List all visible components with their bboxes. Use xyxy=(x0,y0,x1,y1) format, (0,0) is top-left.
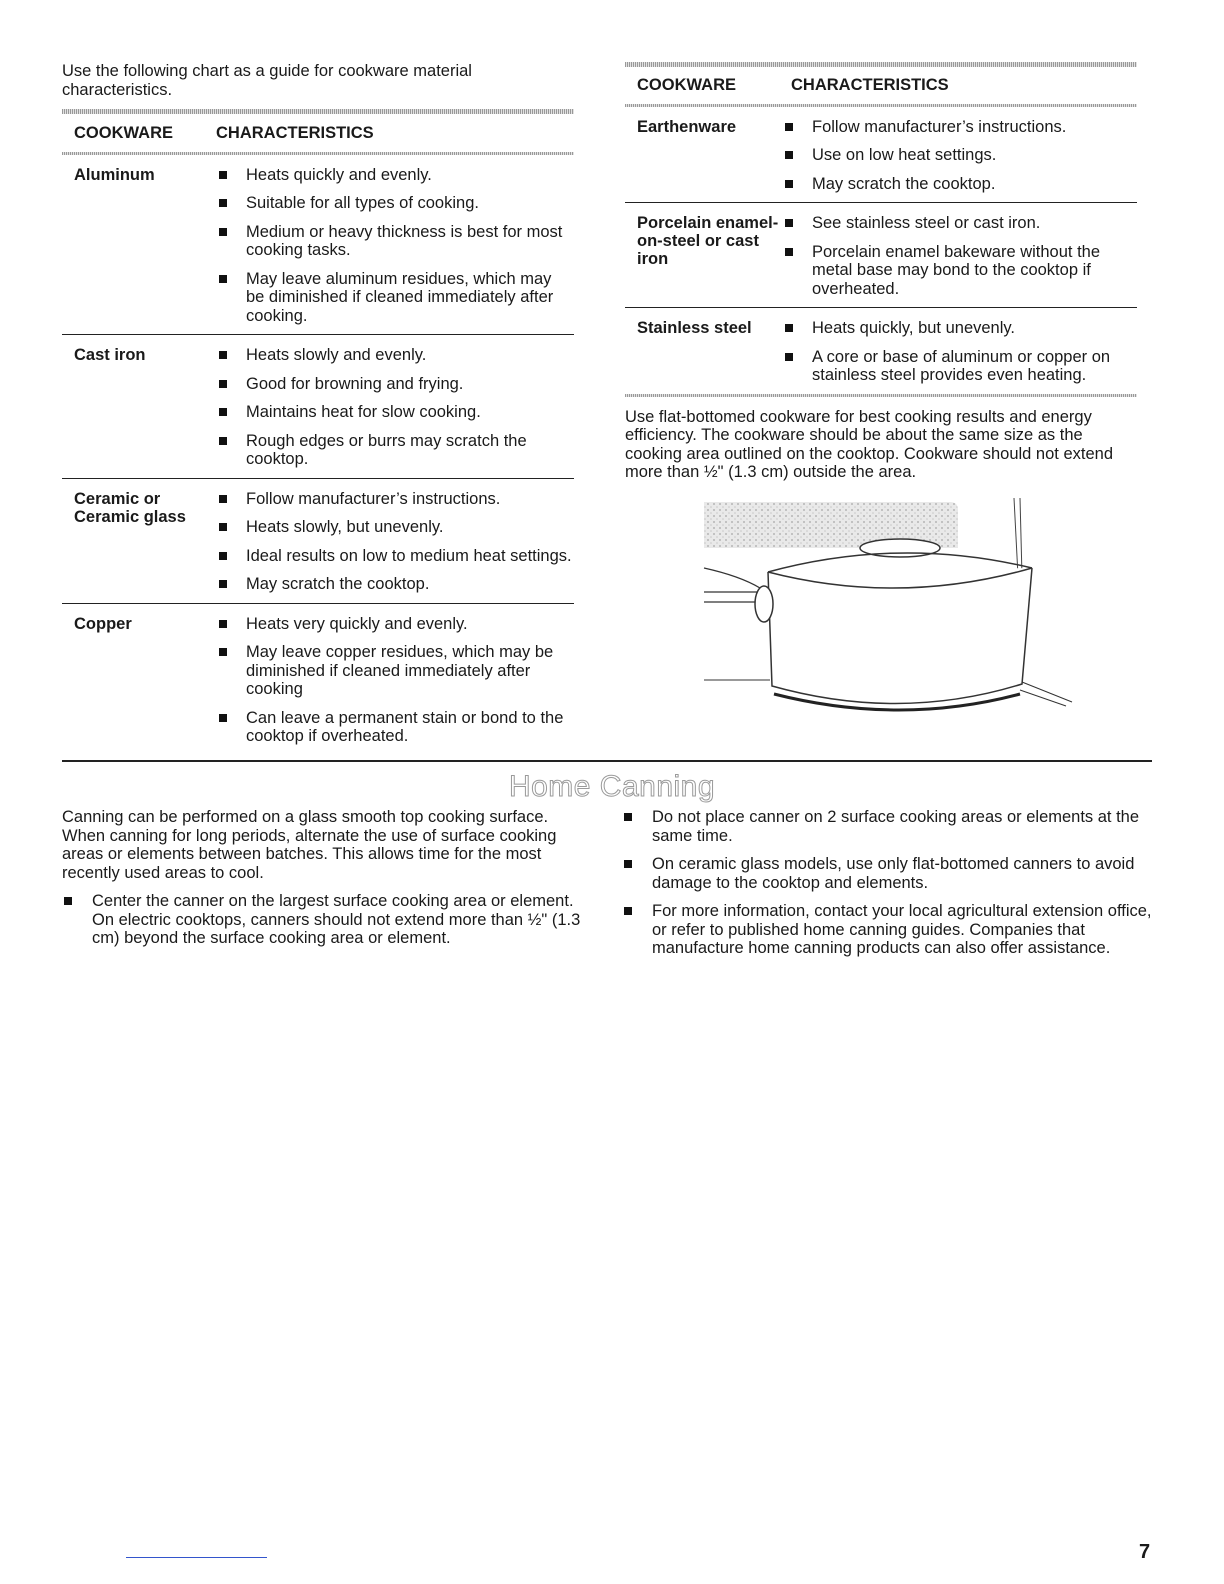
section-divider xyxy=(62,760,1152,762)
canning-bullet: Center the canner on the largest surface cooking area or element. On electric cooktops, canners should not extend more than ½" (1.3 cm) beyond the surface cooking area or element. xyxy=(62,892,592,948)
header-cookware: COOKWARE xyxy=(74,124,173,142)
cookware-name: Aluminum xyxy=(74,165,155,184)
characteristic: Follow manufacturer’s instructions. xyxy=(782,118,1137,137)
pot-on-cooktop-illustration xyxy=(700,496,1080,722)
row-aluminum xyxy=(62,155,574,336)
canning-right-column xyxy=(622,808,1152,968)
characteristic: Heats quickly, but unevenly. xyxy=(782,319,1137,338)
header-characteristics: CHARACTERISTICS xyxy=(791,76,949,94)
characteristic: Heats very quickly and evenly. xyxy=(216,615,574,634)
characteristic: Medium or heavy thickness is best for most cooking tasks. xyxy=(216,223,574,260)
row-cast-iron xyxy=(62,335,574,479)
characteristic: Maintains heat for slow cooking. xyxy=(216,403,574,422)
header-cookware: COOKWARE xyxy=(637,76,736,94)
cookware-chart-left xyxy=(62,62,574,755)
characteristic: Heats slowly, but unevenly. xyxy=(216,518,574,537)
row-earthenware xyxy=(625,107,1137,204)
characteristic: Heats slowly and evenly. xyxy=(216,346,574,365)
characteristic: See stainless steel or cast iron. xyxy=(782,214,1137,233)
canning-left-column xyxy=(62,808,592,958)
row-copper xyxy=(62,604,574,755)
table-header xyxy=(625,67,1137,104)
characteristic: May scratch the cooktop. xyxy=(782,175,1137,194)
table-header xyxy=(62,114,574,152)
cookware-name: Ceramic or Ceramic glass xyxy=(74,489,186,526)
cookware-name: Stainless steel xyxy=(637,319,752,337)
cookware-chart-right xyxy=(625,62,1137,482)
characteristic: May leave copper residues, which may be diminished if cleaned immediately after cooking xyxy=(216,643,574,699)
characteristic: Ideal results on low to medium heat settings. xyxy=(216,547,574,566)
characteristic: Rough edges or burrs may scratch the cooktop. xyxy=(216,432,574,469)
intro-text: Use the following chart as a guide for cookware material characteristics. xyxy=(62,62,472,99)
characteristic: May scratch the cooktop. xyxy=(216,575,574,594)
cookware-name: Copper xyxy=(74,614,132,633)
cookware-name: Porcelain enamel-on-steel or cast iron xyxy=(637,214,779,268)
characteristic: Use on low heat settings. xyxy=(782,146,1137,165)
table-bottom-rule xyxy=(625,394,1137,397)
row-ceramic xyxy=(62,479,574,604)
footer-rule xyxy=(126,1557,267,1558)
cookware-name: Cast iron xyxy=(74,346,146,364)
home-canning-title: Home Canning xyxy=(508,770,716,803)
characteristic: Porcelain enamel bakeware without the metal base may bond to the cooktop if overheated. xyxy=(782,243,1137,299)
characteristic: Suitable for all types of cooking. xyxy=(216,194,574,213)
row-stainless-steel xyxy=(625,308,1137,394)
canning-bullet: On ceramic glass models, use only flat-bottomed canners to avoid damage to the cooktop and elements. xyxy=(622,855,1152,892)
canning-paragraph: Canning can be performed on a glass smooth top cooking surface. When canning for long periods, alternate the use of surface cooking areas or elements between batches. This allows time for the most recently used areas to cool. xyxy=(62,808,557,882)
characteristic: A core or base of aluminum or copper on stainless steel provides even heating. xyxy=(782,348,1137,385)
cookware-name: Earthenware xyxy=(637,117,737,136)
characteristic: Follow manufacturer’s instructions. xyxy=(216,490,574,509)
header-characteristics: CHARACTERISTICS xyxy=(216,124,374,142)
row-porcelain xyxy=(625,203,1137,308)
characteristic: May leave aluminum residues, which may be diminished if cleaned immediately after cooking. xyxy=(216,270,574,326)
characteristic: Heats quickly and evenly. xyxy=(216,166,574,185)
cookware-fit-text: Use flat-bottomed cookware for best cooking results and energy efficiency. The cookware should be about the same size as the cooking area outlined on the cooktop. Cookware should not extend more than ½" (1.3 cm) outside the area. xyxy=(625,407,1113,481)
canning-bullet: For more information, contact your local agricultural extension office, or refer to published home canning guides. Companies that manufacture home canning products can also offer assistance. xyxy=(622,902,1152,958)
characteristic: Good for browning and frying. xyxy=(216,375,574,394)
canning-bullet: Do not place canner on 2 surface cooking areas or elements at the same time. xyxy=(622,808,1152,845)
page-number: 7 xyxy=(1139,1541,1151,1563)
characteristic: Can leave a permanent stain or bond to the cooktop if overheated. xyxy=(216,709,574,746)
